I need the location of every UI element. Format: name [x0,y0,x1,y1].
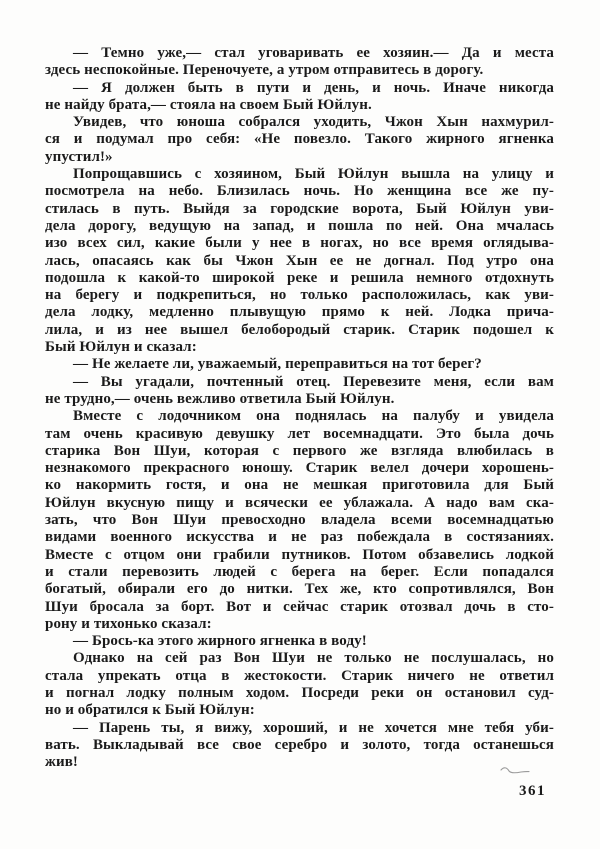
text-line: Шуи бросала за борт. Вот и сейчас старик отозвал дочь в сто- [45,598,554,615]
paragraph [45,166,554,356]
text-line: ся и подумал про себя: «Не повезло. Такого жирного ягненка [45,131,554,148]
text-line: на берегу и подкрепиться, но только расположилась, как уви- [45,287,554,304]
paragraph [45,720,554,772]
text-line: — Вы угадали, почтенный отец. Перевезите меня, если вам [73,373,554,390]
text-line: — Брось-ка этого жирного ягненка в воду! [73,633,367,650]
paragraph [45,80,554,115]
text-line: Юйлун вкусную пищу и всячески ее ублажала. А надо вам ска- [45,494,554,511]
paragraph [45,114,554,166]
page-number: 361 [519,783,546,799]
text-line: лила, и из нее вышел белобородый старик. Старик подошел к [45,321,554,338]
text-line: не найду брата,— стояла на своем Бый Юйлун. [45,96,372,113]
text-line: незнакомого прекрасного юношу. Старик велел дочери хорошень- [45,460,554,477]
paragraph [45,633,554,650]
text-line: жив! [45,754,79,771]
text-line: здесь неспокойные. Переночуете, а утром отправитесь в дорогу. [45,62,484,79]
text-line: рону и тихонько сказал: [45,615,212,632]
text-line: — Не желаете ли, уважаемый, переправиться на тот берег? [73,356,482,373]
text-line: Вместе с лодочником она поднялась на палубу и увидела [73,408,554,425]
text-line: и погнал лодку полным ходом. Посреди реки он остановил суд- [45,684,554,701]
paragraph [45,45,554,80]
text-line: Бый Юйлун и сказал: [45,339,197,356]
text-line: Попрощавшись с хозяином, Бый Юйлун вышла на улицу и [73,166,554,183]
text-line: дела лодку, медленно плывущую прямо к ней. Лодка прича- [45,304,554,321]
text-line: — Парень ты, я вижу, хороший, и не хочется мне тебя уби- [73,719,554,736]
text-line: Увидев, что юноша собрался уходить, Чжон Хын нахмурил- [73,114,554,131]
paragraph [45,408,554,633]
text-line: — Темно уже,— стал уговаривать ее хозяин.— Да и места [73,45,554,61]
text-line: и стали перевозить людей с берега на берег. Если попадался [45,563,554,580]
text-line: Вместе с отцом они грабили путников. Потом обзавелись лодкой [45,546,554,563]
text-line: посмотрела на небо. Близилась ночь. Но женщина все же пу- [45,183,554,200]
pencil-mark-icon [499,764,531,778]
text-line: ко накормить гостя, и она не мешкая приготовила для Бый [45,477,554,494]
text-line: богатый, обирали его до нитки. Тех же, кто сопротивлялся, Вон [45,581,554,598]
text-line: видами военного искусства и не раз побеждала в состязаниях. [45,529,554,546]
text-line: вать. Выкладывай все свое серебро и золото, тогда останешься [45,736,554,753]
text-line: старика Вон Шуи, которая с первого же взгляда влюбилась в [45,442,554,459]
paragraph [45,356,554,373]
text-line: но и обратился к Бый Юйлун: [45,702,255,719]
text-line: зать, что Вон Шуи превосходно владела всеми восемнадцатью [45,512,554,529]
text-line: изо всех сил, какие были у нее в ногах, но все время оглядыва- [45,235,554,252]
text-line: Однако на сей раз Вон Шуи не только не послушалась, но [73,650,554,667]
text-line: стала упрекать отца в жестокости. Старик ничего не ответил [45,667,554,684]
paragraph [45,650,554,719]
text-line: подошла к какой-то широкой реке и решила немного отдохнуть [45,269,554,286]
text-line: лась, опасаясь как бы Чжон Хын ее не догнал. Под утро она [45,252,554,269]
text-line: стилась в путь. Выйдя за городские ворота, Бый Юйлун уви- [45,200,554,217]
text-line: упустил!» [45,148,113,165]
page-text [45,45,554,771]
paragraph [45,374,554,409]
text-line: — Я должен быть в пути и день, и ночь. Иначе никогда [73,79,554,96]
text-line: там очень красивую девушку лет восемнадцати. Это была дочь [45,425,554,442]
text-line: не трудно,— очень вежливо ответила Бый Юйлун. [45,390,395,407]
text-line: дела дорогу, ведущую на запад, и пошла по ней. Она мчалась [45,217,554,234]
